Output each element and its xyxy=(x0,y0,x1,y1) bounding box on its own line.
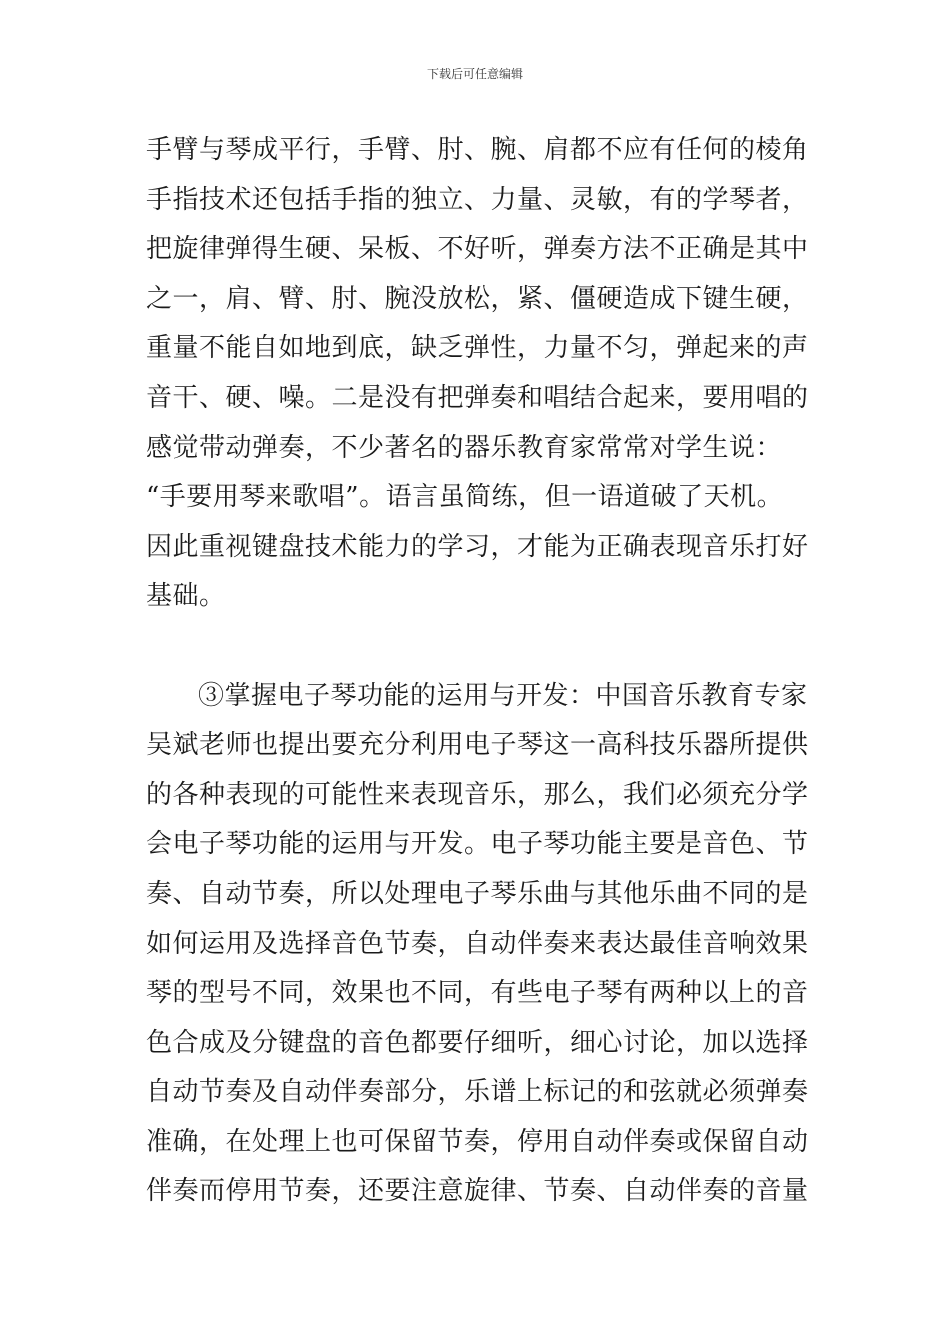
text-line: 准确，在处理上也可保留节奏，停用自动伴奏或保留自动 xyxy=(146,1126,809,1157)
text-line: 基础。 xyxy=(146,581,226,612)
text-line: 的各种表现的可能性来表现音乐，那么，我们必须充分学 xyxy=(146,779,809,810)
document-body xyxy=(146,126,810,1217)
text-line: 手臂与琴成平行，手臂、肘、腕、肩都不应有任何的棱角 xyxy=(146,135,809,165)
page-header: 下载后可任意编辑 xyxy=(426,67,523,81)
text-line: 之一，肩、臂、肘、腕没放松，紧、僵硬造成下键生硬， xyxy=(146,283,809,314)
text-line: “手要用琴来歌唱”。语言虽简练，但一语道破了天机。 xyxy=(146,482,784,513)
paragraph-gap xyxy=(146,622,810,672)
text-line: 琴的型号不同，效果也不同，有些电子琴有两种以上的音 xyxy=(146,978,809,1009)
text-line: 会电子琴功能的运用与开发。电子琴功能主要是音色、节 xyxy=(146,829,809,860)
text-line: 奏、自动节奏，所以处理电子琴乐曲与其他乐曲不同的是 xyxy=(146,878,809,909)
text-line: 吴斌老师也提出要充分利用电子琴这一高科技乐器所提供 xyxy=(146,730,809,761)
text-line: 如何运用及选择音色节奏，自动伴奏来表达最佳音响效果 xyxy=(146,928,809,959)
text-line: 因此重视键盘技术能力的学习，才能为正确表现音乐打好 xyxy=(146,531,809,562)
text-line: 色合成及分键盘的音色都要仔细听，细心讨论，加以选择 xyxy=(146,1027,809,1058)
text-line: ③掌握电子琴功能的运用与开发：中国音乐教育专家 xyxy=(198,680,808,711)
paragraph-1 xyxy=(146,126,810,622)
text-line: 感觉带动弹奏，不少著名的器乐教育家常常对学生说： xyxy=(146,432,783,463)
text-line: 把旋律弹得生硬、呆板、不好听，弹奏方法不正确是其中 xyxy=(146,234,809,265)
text-line: 重量不能自如地到底，缺乏弹性，力量不匀，弹起来的声 xyxy=(146,333,809,364)
paragraph-2 xyxy=(146,672,810,1218)
text-line: 手指技术还包括手指的独立、力量、灵敏，有的学琴者， xyxy=(146,184,809,215)
text-line: 伴奏而停用节奏，还要注意旋律、节奏、自动伴奏的音量 xyxy=(146,1176,809,1207)
text-line: 音干、硬、噪。二是没有把弹奏和唱结合起来，要用唱的 xyxy=(146,382,809,413)
text-line: 自动节奏及自动伴奏部分，乐谱上标记的和弦就必须弹奏 xyxy=(146,1077,809,1108)
